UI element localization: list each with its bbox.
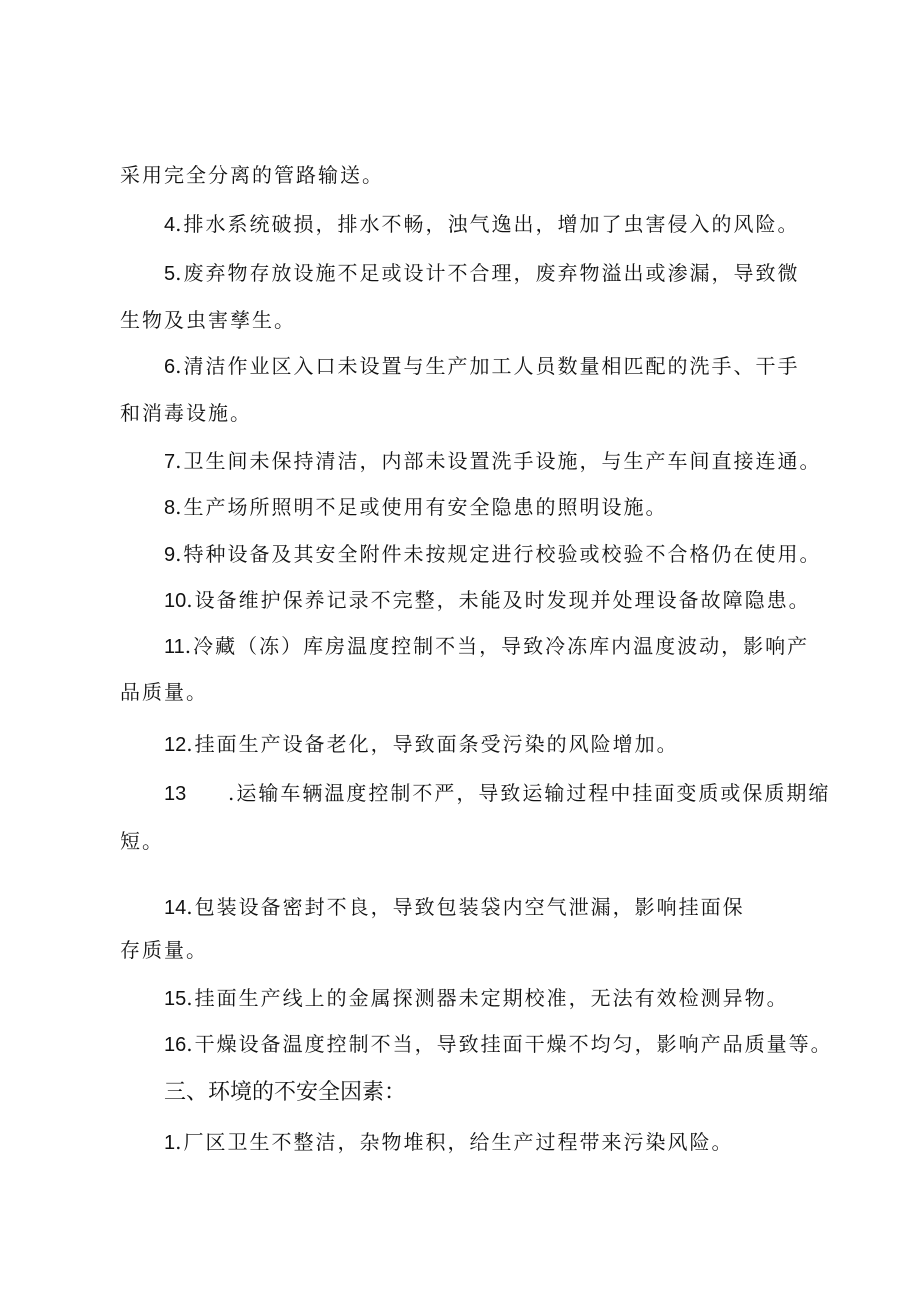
item-text: 品质量。 (120, 680, 208, 704)
item-text: .厂区卫生不整洁，杂物堆积，给生产过程带来污染风险。 (175, 1130, 734, 1154)
item-number: 16 (164, 1034, 187, 1056)
list-item (164, 259, 799, 288)
paragraph-text: 采用完全分离的管路输送。 (120, 163, 384, 187)
item-text: .废弃物存放设施不足或设计不合理，废弃物溢出或渗漏，导致微 (175, 261, 800, 285)
continuation-line (120, 161, 384, 189)
item-text: .包装设备密封不良，导致包装袋内空气泄漏，影响挂面保 (186, 895, 745, 919)
item-text: .设备维护保养记录不完整，未能及时发现并处理设备故障隐患。 (186, 588, 811, 612)
item-number: 5 (164, 263, 176, 285)
list-item (164, 540, 821, 569)
item-number: 14 (164, 897, 187, 919)
item-number: 12 (164, 734, 187, 756)
list-item-continuation (120, 306, 296, 334)
item-number: 6 (164, 356, 176, 378)
item-number: 13 (164, 783, 187, 805)
item-text: 和消毒设施。 (120, 401, 252, 425)
item-text: .卫生间未保持清洁，内部未设置洗手设施，与生产车间直接连通。 (175, 449, 822, 473)
item-text: 生物及虫害孳生。 (120, 308, 296, 332)
list-item (164, 893, 745, 922)
item-text: .生产场所照明不足或使用有安全隐患的照明设施。 (175, 495, 668, 519)
list-item-continuation (120, 399, 252, 427)
list-item (164, 210, 799, 239)
list-item (164, 730, 679, 759)
item-number: 15 (164, 988, 187, 1010)
item-number: 8 (164, 497, 176, 519)
item-number: 4 (164, 214, 176, 236)
item-text: .挂面生产设备老化，导致面条受污染的风险增加。 (186, 732, 679, 756)
list-item (164, 632, 809, 661)
list-item (164, 352, 799, 381)
list-item (164, 1030, 833, 1059)
item-number: 1 (164, 1132, 176, 1154)
list-item (164, 586, 811, 615)
list-item-continuation (120, 936, 208, 964)
item-text: .冷藏（冻）库房温度控制不当，导致冷冻库内温度波动，影响产 (184, 634, 810, 658)
item-text: .清洁作业区入口未设置与生产加工人员数量相匹配的洗手、干手 (175, 354, 800, 378)
section-heading (164, 1079, 406, 1107)
list-item-continuation (120, 827, 164, 855)
item-text: 短。 (120, 829, 164, 853)
item-number: 10 (164, 590, 187, 612)
item-number: 7 (164, 451, 176, 473)
item-text: 存质量。 (120, 938, 208, 962)
item-number: 9 (164, 544, 176, 566)
item-text: .特种设备及其安全附件未按规定进行校验或校验不合格仍在使用。 (175, 542, 822, 566)
item-text: .挂面生产线上的金属探测器未定期校准，无法有效检测异物。 (186, 986, 789, 1010)
list-item (164, 447, 821, 476)
item-number: 11 (164, 636, 185, 658)
list-item (164, 1128, 733, 1157)
item-text: .排水系统破损，排水不畅，浊气逸出，增加了虫害侵入的风险。 (175, 212, 800, 236)
section-heading-text: 三、环境的不安全因素： (164, 1080, 407, 1105)
list-item (164, 984, 789, 1013)
item-text: .干燥设备温度控制不当，导致挂面干燥不均匀，影响产品质量等。 (186, 1032, 833, 1056)
list-item-continuation (120, 678, 208, 706)
list-item (164, 493, 667, 522)
item-text: .运输车辆温度控制不严，导致运输过程中挂面变质或保质期缩 (228, 781, 831, 805)
list-item (164, 779, 830, 808)
